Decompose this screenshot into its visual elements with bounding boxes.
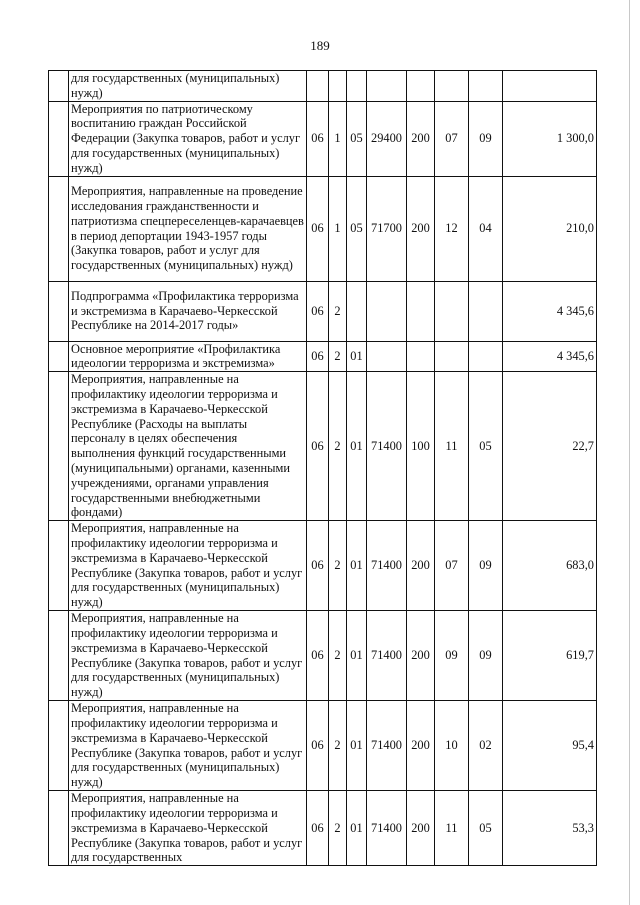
item-name-cell: Мероприятия, направленные на профилактику идеологии терроризма и экстремизма в Карачаево-Черкесской Республике (Закупка товаров, работ и услуг для государственных (муниципальных) нужд) [69, 521, 307, 611]
code-cell-3 [347, 281, 367, 341]
code-cell-6: 07 [435, 521, 469, 611]
code-cell-5: 200 [407, 176, 435, 281]
code-cell-4 [367, 341, 407, 372]
table-row [49, 611, 597, 701]
code-cell-3: 01 [347, 372, 367, 521]
code-cell-2: 1 [329, 176, 347, 281]
code-cell-3: 01 [347, 701, 367, 791]
amount-cell: 1 300,0 [503, 101, 597, 176]
amount-cell: 210,0 [503, 176, 597, 281]
code-cell-4: 71400 [367, 701, 407, 791]
row-number-cell [49, 101, 69, 176]
code-cell-6 [435, 341, 469, 372]
table-row [49, 701, 597, 791]
code-cell-7: 05 [469, 372, 503, 521]
table-row [49, 176, 597, 281]
page-number: 189 [310, 38, 330, 53]
amount-cell: 53,3 [503, 791, 597, 866]
code-cell-6: 11 [435, 791, 469, 866]
amount-cell: 95,4 [503, 701, 597, 791]
code-cell-6: 09 [435, 611, 469, 701]
item-name-cell: Мероприятия, направленные на проведение исследования гражданственности и патриотизма спецпереселенцев-карачаевцев в период депортации 1943-1957 годы (Закупка товаров, работ и услуг для государственных (муниципальных) нужд) [69, 176, 307, 281]
scan-edge-line [629, 0, 630, 905]
code-cell-7 [469, 341, 503, 372]
code-cell-2: 2 [329, 791, 347, 866]
code-cell-7: 05 [469, 791, 503, 866]
code-cell-2: 2 [329, 281, 347, 341]
item-name-cell: Подпрограмма «Профилактика терроризма и экстремизма в Карачаево-Черкесской Республике на 2014-2017 годы» [69, 281, 307, 341]
table-row [49, 101, 597, 176]
code-cell-2: 1 [329, 101, 347, 176]
code-cell-4: 71700 [367, 176, 407, 281]
row-number-cell [49, 372, 69, 521]
code-cell-2: 2 [329, 611, 347, 701]
code-cell-1 [307, 71, 329, 102]
code-cell-5: 200 [407, 611, 435, 701]
item-name-cell: Мероприятия по патриотическому воспитанию граждан Российской Федерации (Закупка товаров, работ и услуг для государственных (муниципальных) нужд) [69, 101, 307, 176]
code-cell-3: 01 [347, 521, 367, 611]
code-cell-3: 01 [347, 611, 367, 701]
code-cell-2: 2 [329, 701, 347, 791]
table-row [49, 281, 597, 341]
code-cell-6: 11 [435, 372, 469, 521]
table-row [49, 521, 597, 611]
table-row [49, 71, 597, 102]
code-cell-2 [329, 71, 347, 102]
code-cell-2: 2 [329, 372, 347, 521]
code-cell-5 [407, 341, 435, 372]
row-number-cell [49, 701, 69, 791]
code-cell-5: 200 [407, 701, 435, 791]
row-number-cell [49, 341, 69, 372]
item-name-cell: для государственных (муниципальных) нужд) [69, 71, 307, 102]
code-cell-4 [367, 71, 407, 102]
code-cell-3: 05 [347, 101, 367, 176]
row-number-cell [49, 281, 69, 341]
item-name-cell: Основное мероприятие «Профилактика идеологии терроризма и экстремизма» [69, 341, 307, 372]
item-name-cell: Мероприятия, направленные на профилактику идеологии терроризма и экстремизма в Карачаево-Черкесской Республике (Расходы на выплаты персоналу в целях обеспечения выполнения функций государственными (муниципальными) органами, казенными учреждениями, органами управления государственными внебюджетными фондами) [69, 372, 307, 521]
table-row [49, 791, 597, 866]
code-cell-4 [367, 281, 407, 341]
table-row [49, 341, 597, 372]
code-cell-5: 200 [407, 791, 435, 866]
amount-cell [503, 71, 597, 102]
code-cell-2: 2 [329, 521, 347, 611]
code-cell-5: 200 [407, 521, 435, 611]
code-cell-1: 06 [307, 521, 329, 611]
code-cell-6: 07 [435, 101, 469, 176]
amount-cell: 4 345,6 [503, 341, 597, 372]
code-cell-5: 200 [407, 101, 435, 176]
row-number-cell [49, 791, 69, 866]
code-cell-6: 12 [435, 176, 469, 281]
table-row [49, 372, 597, 521]
code-cell-7 [469, 281, 503, 341]
code-cell-3 [347, 71, 367, 102]
code-cell-7: 09 [469, 101, 503, 176]
code-cell-7: 09 [469, 521, 503, 611]
code-cell-4: 29400 [367, 101, 407, 176]
code-cell-1: 06 [307, 176, 329, 281]
code-cell-5 [407, 281, 435, 341]
code-cell-3: 01 [347, 791, 367, 866]
row-number-cell [49, 176, 69, 281]
table-body [49, 71, 597, 866]
item-name-cell: Мероприятия, направленные на профилактику идеологии терроризма и экстремизма в Карачаево-Черкесской Республике (Закупка товаров, работ и услуг для государственных (муниципальных) нужд) [69, 611, 307, 701]
code-cell-6 [435, 71, 469, 102]
code-cell-6 [435, 281, 469, 341]
code-cell-1: 06 [307, 281, 329, 341]
item-name-cell: Мероприятия, направленные на профилактику идеологии терроризма и экстремизма в Карачаево-Черкесской Республике (Закупка товаров, работ и услуг для государственных [69, 791, 307, 866]
code-cell-1: 06 [307, 701, 329, 791]
code-cell-3: 05 [347, 176, 367, 281]
code-cell-6: 10 [435, 701, 469, 791]
code-cell-1: 06 [307, 101, 329, 176]
code-cell-5: 100 [407, 372, 435, 521]
code-cell-1: 06 [307, 341, 329, 372]
row-number-cell [49, 71, 69, 102]
code-cell-1: 06 [307, 791, 329, 866]
amount-cell: 4 345,6 [503, 281, 597, 341]
amount-cell: 619,7 [503, 611, 597, 701]
budget-table [48, 70, 597, 866]
code-cell-1: 06 [307, 372, 329, 521]
code-cell-4: 71400 [367, 791, 407, 866]
row-number-cell [49, 611, 69, 701]
code-cell-7: 04 [469, 176, 503, 281]
code-cell-7: 02 [469, 701, 503, 791]
amount-cell: 22,7 [503, 372, 597, 521]
code-cell-3: 01 [347, 341, 367, 372]
code-cell-7: 09 [469, 611, 503, 701]
code-cell-1: 06 [307, 611, 329, 701]
code-cell-2: 2 [329, 341, 347, 372]
code-cell-4: 71400 [367, 611, 407, 701]
code-cell-4: 71400 [367, 372, 407, 521]
code-cell-4: 71400 [367, 521, 407, 611]
amount-cell: 683,0 [503, 521, 597, 611]
item-name-cell: Мероприятия, направленные на профилактику идеологии терроризма и экстремизма в Карачаево-Черкесской Республике (Закупка товаров, работ и услуг для государственных (муниципальных) нужд) [69, 701, 307, 791]
row-number-cell [49, 521, 69, 611]
code-cell-5 [407, 71, 435, 102]
code-cell-7 [469, 71, 503, 102]
